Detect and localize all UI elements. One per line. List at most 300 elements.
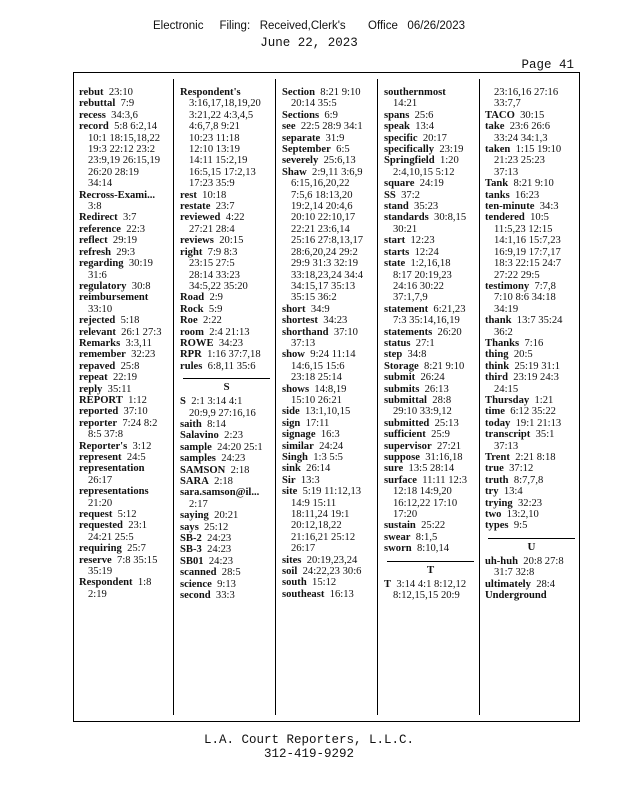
- index-refs: 8:7,7,8: [513, 474, 544, 486]
- index-entry: [180, 453, 273, 464]
- index-refs: 7:24 8:2: [122, 417, 158, 429]
- index-word: representations: [79, 486, 149, 498]
- index-refs: 1:21: [534, 394, 554, 406]
- index-word: Underground: [485, 590, 547, 602]
- index-entry: [180, 567, 273, 578]
- index-refs: 22:5 28:9 34:1: [300, 121, 363, 133]
- index-entry: [485, 144, 578, 155]
- index-refs: 23:19 24:3: [513, 372, 559, 384]
- index-word: standards: [384, 212, 429, 224]
- index-entry: [485, 509, 578, 520]
- index-entry: [384, 247, 477, 258]
- index-refs: 13:7 35:24: [516, 315, 563, 327]
- index-refs: 11:11 12:3: [422, 474, 468, 486]
- index-entry: [180, 315, 273, 326]
- index-entry: [282, 304, 375, 315]
- section-letter: T: [387, 561, 474, 576]
- index-refs: 31:9: [325, 132, 345, 144]
- index-refs: 13:3: [300, 474, 320, 486]
- index-entry: [79, 463, 172, 474]
- index-entry: [79, 247, 172, 258]
- index-entry: [384, 463, 477, 474]
- index-entry: [485, 338, 578, 349]
- index-column-4: [384, 87, 477, 601]
- index-entry: [384, 155, 477, 166]
- index-refs: 32:23: [517, 497, 543, 509]
- index-entry: [384, 520, 477, 531]
- index-refs: 16:13: [329, 588, 354, 600]
- index-word: shows: [282, 383, 310, 395]
- index-refs: 20:17: [422, 132, 447, 144]
- index-refs: 34:23: [218, 337, 243, 349]
- index-entry: [485, 178, 578, 189]
- index-refs-continued: 21:20: [88, 497, 113, 509]
- index-entry: [79, 452, 172, 463]
- index-entry: [384, 452, 477, 463]
- index-entry: [180, 201, 273, 212]
- index-column-3: [282, 87, 375, 600]
- index-refs: 34:23: [323, 315, 348, 327]
- index-word: T: [384, 578, 392, 590]
- index-entry: [485, 349, 578, 360]
- index-refs: 6:21,23: [433, 303, 466, 315]
- index-entry: [485, 315, 578, 326]
- index-word: room: [180, 326, 204, 338]
- index-entry: [384, 372, 477, 383]
- column-divider: [479, 79, 480, 715]
- index-word: sustain: [384, 520, 416, 532]
- index-refs: 25:9: [431, 429, 450, 441]
- index-word: rejected: [79, 315, 116, 327]
- index-refs-continued: 15:10 26:21: [291, 394, 342, 406]
- index-entry: [282, 566, 375, 577]
- index-word: Remarks: [79, 337, 121, 349]
- index-refs-continued: 3:16,17,18,19,20: [189, 98, 261, 110]
- index-entry: [485, 486, 578, 497]
- index-refs-continued: 7:5,6 18:13,20: [291, 189, 353, 201]
- index-refs: 2:18: [230, 464, 250, 476]
- index-entry: [282, 144, 375, 155]
- index-word: spans: [384, 109, 410, 121]
- index-refs: 12:23: [410, 235, 435, 247]
- index-refs-continued: 37:13: [494, 166, 519, 178]
- index-word: transcript: [485, 429, 531, 441]
- index-entry: [180, 430, 273, 441]
- index-entry: [180, 533, 273, 544]
- index-entry: [384, 258, 477, 269]
- index-refs-continued: 16:5,15 17:2,13: [189, 166, 256, 178]
- index-word: soil: [282, 566, 298, 578]
- index-word: reference: [79, 223, 121, 235]
- index-word: submittal: [384, 394, 427, 406]
- index-entry: [485, 579, 578, 590]
- index-refs-continued: 11:5,23 12:15: [494, 223, 553, 235]
- index-word: Reporter's: [79, 440, 128, 452]
- index-word: think: [485, 360, 510, 372]
- index-word: sample: [180, 441, 212, 453]
- index-word: status: [384, 337, 411, 349]
- index-entry: [485, 361, 578, 372]
- index-entry: [282, 452, 375, 463]
- index-refs: 34:9: [310, 303, 330, 315]
- index-refs-continued: 34:14: [88, 178, 113, 190]
- index-entry: [485, 590, 578, 601]
- index-entry: [79, 486, 172, 497]
- index-entry: [79, 338, 172, 349]
- index-refs-continued: 12:10 13:19: [189, 144, 240, 156]
- index-word: right: [180, 246, 203, 258]
- index-refs: 25:12: [204, 521, 229, 533]
- index-word: saying: [180, 510, 209, 522]
- index-word: try: [485, 486, 499, 498]
- index-refs: 22:19: [112, 372, 138, 384]
- index-word: Road: [180, 292, 205, 304]
- index-refs-continued: 21:23 25:23: [494, 155, 545, 167]
- index-entry: [180, 361, 273, 372]
- index-entry: [384, 304, 477, 315]
- index-entry: [282, 384, 375, 395]
- index-word: requested: [79, 520, 123, 532]
- index-refs-continued: 26:17: [291, 543, 316, 555]
- index-entry: [485, 556, 578, 567]
- index-refs-continued: 10:23 11:18: [189, 132, 240, 144]
- index-refs: 5:18: [120, 315, 140, 327]
- index-entry: [485, 520, 578, 531]
- index-entry: [79, 224, 172, 235]
- index-word: sure: [384, 463, 404, 475]
- index-refs-continued: 8:5 37:8: [88, 429, 124, 441]
- index-word: statement: [384, 303, 429, 315]
- index-entry: [282, 406, 375, 417]
- filing-stamp: Electronic Filing: Received,Clerk's Office 06/26/2023: [153, 20, 465, 32]
- index-entry: [384, 418, 477, 429]
- index-refs: 20:19,23,24: [306, 554, 358, 566]
- index-entry: [180, 419, 273, 430]
- index-word: south: [282, 577, 307, 589]
- index-word: SB-3: [180, 544, 202, 556]
- index-refs: 25:19 31:1: [514, 360, 561, 372]
- index-refs-continued: 8:17 20:19,23: [393, 269, 452, 281]
- index-column-1: [79, 87, 172, 600]
- index-word: represent: [79, 452, 122, 463]
- index-word: surface: [384, 474, 417, 486]
- index-refs-continued: 2:17: [189, 498, 208, 510]
- index-refs-continued: 33:24 34:1,3: [494, 132, 548, 144]
- index-refs: 2:1 3:14 4:1: [191, 396, 243, 408]
- index-refs: 2:9,11 3:6,9: [312, 166, 363, 178]
- index-word: thing: [485, 349, 509, 361]
- index-entry: [79, 235, 172, 246]
- page-number: Page 41: [521, 58, 574, 72]
- index-word: stand: [384, 201, 409, 213]
- index-word: reviewed: [180, 212, 221, 224]
- index-entry: [79, 292, 172, 303]
- index-entry: [180, 190, 273, 201]
- index-refs-continued: 17:20: [393, 509, 418, 521]
- index-entry: [384, 338, 477, 349]
- index-entry: [282, 133, 375, 144]
- index-word: saith: [180, 418, 202, 430]
- index-refs: 37:2: [401, 189, 420, 201]
- index-refs: 37:10: [333, 326, 358, 338]
- index-word: trying: [485, 497, 513, 509]
- index-entry: [282, 555, 375, 566]
- index-refs: 24:23: [221, 453, 246, 465]
- index-word: short: [282, 303, 306, 315]
- index-refs-continued: 12:18 14:9,20: [393, 486, 452, 498]
- index-entry: [79, 372, 172, 383]
- index-refs: 8:21 9:10: [424, 360, 465, 372]
- index-refs: 24:24: [319, 440, 344, 452]
- index-refs: 8:21 9:10: [320, 87, 361, 98]
- index-refs-continued: 33:7,7: [494, 98, 521, 110]
- index-refs: 20:15: [219, 235, 244, 247]
- index-refs-continued: 26:17: [88, 474, 113, 486]
- index-refs-continued: 20:9,9 27:16,16: [189, 407, 256, 419]
- index-entry: [282, 418, 375, 429]
- index-word: second: [180, 590, 211, 602]
- index-entry: [79, 384, 172, 395]
- index-entry: [79, 349, 172, 360]
- index-word: SARA: [180, 476, 209, 487]
- index-word: separate: [282, 132, 321, 144]
- index-word: side: [282, 406, 300, 418]
- index-refs-continued: 24:15: [494, 383, 519, 395]
- index-refs: 3:12: [132, 440, 152, 452]
- index-entry: [384, 87, 477, 98]
- index-entry: [485, 395, 578, 406]
- index-refs: 2:23: [224, 430, 243, 442]
- index-refs: 6:5: [336, 144, 350, 156]
- index-entry: [282, 577, 375, 588]
- index-refs: 28:5: [221, 567, 241, 579]
- index-entry: [384, 133, 477, 144]
- index-word: shortest: [282, 315, 318, 327]
- index-word: rebuttal: [79, 98, 116, 110]
- index-entry: [384, 384, 477, 395]
- index-refs-continued: 33:18,23,24 34:4: [291, 269, 364, 281]
- index-word: start: [384, 235, 406, 247]
- index-word: reported: [79, 406, 119, 418]
- index-refs: 15:12: [312, 577, 337, 589]
- index-entry: [485, 190, 578, 201]
- index-word: suppose: [384, 452, 420, 463]
- index-refs-continued: 4:6,7,8 9:21: [189, 121, 240, 133]
- index-refs-continued: 23:16,16 27:16: [494, 87, 559, 98]
- index-entry: [79, 520, 172, 531]
- index-refs: 25:6,13: [323, 155, 356, 167]
- index-refs: 19:1 21:13: [515, 417, 562, 429]
- index-word: refresh: [79, 246, 111, 258]
- index-refs-continued: 20:14 35:5: [291, 98, 337, 110]
- index-entry: [485, 201, 578, 212]
- index-refs-continued: 17:23 35:9: [189, 178, 235, 190]
- index-refs: 34:8: [407, 349, 427, 361]
- index-refs: 2:21 8:18: [515, 452, 556, 463]
- index-word: tendered: [485, 212, 525, 224]
- index-word: SB-2: [180, 533, 202, 545]
- index-refs: 29:19: [112, 235, 138, 247]
- index-entry: [79, 315, 172, 326]
- index-entry: [180, 349, 273, 360]
- index-refs: 8:1,5: [415, 531, 438, 543]
- index-entry: [180, 510, 273, 521]
- index-word: sworn: [384, 543, 412, 555]
- index-refs: 17:11: [305, 417, 330, 429]
- index-refs: 28:8: [432, 394, 452, 406]
- index-entry: [180, 87, 273, 98]
- index-refs-continued: 37:13: [291, 337, 316, 349]
- index-refs: 30:19: [128, 258, 153, 270]
- index-refs: 23:7: [215, 201, 235, 213]
- index-word: tanks: [485, 189, 510, 201]
- index-word: RPR: [180, 349, 202, 361]
- index-entry: [79, 543, 172, 554]
- index-word: ultimately: [485, 578, 531, 590]
- index-refs: 27:1: [415, 337, 435, 349]
- index-refs: 25:22: [421, 520, 446, 532]
- index-refs-continued: 3:8: [88, 201, 102, 213]
- index-refs: 2:18: [214, 476, 233, 487]
- index-refs: 1:3 5:5: [313, 452, 343, 463]
- index-word: today: [485, 417, 511, 429]
- index-entry: [282, 167, 375, 178]
- index-refs: 26:1 27:3: [121, 326, 162, 338]
- index-refs-continued: 35:15 36:2: [291, 292, 337, 304]
- index-entry: [384, 327, 477, 338]
- index-refs-continued: 19:3 22:12 23:2: [88, 144, 156, 156]
- index-refs-continued: 21:16,21 25:12: [291, 531, 356, 543]
- index-entry: [282, 463, 375, 474]
- index-entry: [282, 486, 375, 497]
- index-entry: [485, 212, 578, 223]
- index-refs: 26:24: [420, 372, 445, 384]
- index-word: Tank: [485, 178, 509, 190]
- index-word: specifically: [384, 144, 435, 156]
- index-word: scanned: [180, 567, 217, 579]
- index-refs-continued: 28:14 33:23: [189, 269, 240, 281]
- index-word: testimony: [485, 280, 530, 292]
- index-word: reserve: [79, 554, 112, 566]
- index-refs: 29:3: [116, 246, 136, 258]
- index-entry: [79, 110, 172, 121]
- index-refs: 28:4: [536, 578, 556, 590]
- index-refs-continued: 14:21: [393, 98, 418, 110]
- index-entry: [384, 121, 477, 132]
- index-entry: [485, 463, 578, 474]
- index-refs: 24:20 25:1: [217, 441, 263, 453]
- index-refs: 2:4 21:13: [209, 326, 250, 338]
- index-column-5: [485, 87, 578, 601]
- index-word: square: [384, 178, 415, 190]
- index-refs: 20:5: [513, 349, 533, 361]
- index-entry: [282, 475, 375, 486]
- index-refs: 16:23: [515, 189, 540, 201]
- index-word: state: [384, 258, 406, 270]
- index-word: sign: [282, 417, 301, 429]
- index-word: Thanks: [485, 337, 520, 349]
- index-refs-continued: 10:1 18:15,18,22: [88, 132, 161, 144]
- index-word: S: [180, 396, 186, 408]
- index-word: rest: [180, 189, 197, 201]
- index-refs: 7:8 35:15: [117, 554, 158, 566]
- index-refs-continued: 36:2: [494, 326, 513, 338]
- index-refs-continued: 3:21,22 4:3,4,5: [189, 109, 254, 121]
- index-word: starts: [384, 246, 410, 258]
- index-refs: 25:8: [120, 360, 140, 372]
- index-word: take: [485, 121, 505, 133]
- index-word: southeast: [282, 588, 325, 600]
- index-entry: [79, 577, 172, 588]
- index-word: Recross-Exami...: [79, 189, 156, 201]
- index-entry: [282, 87, 375, 98]
- index-entry: [180, 487, 273, 498]
- index-word: Rock: [180, 303, 204, 315]
- index-refs: 34:3,6: [111, 109, 138, 121]
- index-entry: [79, 98, 172, 109]
- index-word: record: [79, 121, 109, 133]
- index-word: types: [485, 520, 509, 532]
- index-refs: 24:23: [207, 544, 232, 556]
- index-refs: 1:20: [439, 155, 459, 167]
- index-word: submit: [384, 372, 416, 384]
- index-refs-continued: 29:10 33:9,12: [393, 406, 452, 418]
- index-refs: 20:8 27:8: [523, 555, 564, 567]
- index-entry: [79, 509, 172, 520]
- index-refs: 23:1: [128, 520, 148, 532]
- section-letter: S: [183, 378, 270, 393]
- index-word: thank: [485, 315, 512, 327]
- index-refs-continued: 16:9,19 17:7,17: [494, 246, 561, 258]
- index-refs: 24:23: [207, 533, 232, 545]
- index-refs: 26:14: [306, 463, 331, 475]
- index-word: regulatory: [79, 280, 127, 292]
- index-column-2: [180, 87, 273, 601]
- index-word: site: [282, 486, 298, 498]
- index-refs-continued: 29:9 31:3 32:19: [291, 258, 359, 270]
- index-entry: [180, 465, 273, 476]
- index-entry: [384, 543, 477, 554]
- index-word: Storage: [384, 360, 419, 372]
- index-refs: 27:21: [436, 440, 462, 452]
- index-refs: 35:23: [414, 201, 439, 213]
- index-word: submits: [384, 383, 420, 395]
- index-refs: 8:21 9:10: [513, 178, 554, 190]
- index-refs-continued: 23:9,19 26:15,19: [88, 155, 161, 167]
- index-word: swear: [384, 531, 411, 543]
- index-word: request: [79, 509, 113, 521]
- index-refs-continued: 31:6: [88, 269, 107, 281]
- index-refs-continued: 26:20 28:19: [88, 166, 139, 178]
- index-refs-continued: 33:10: [88, 303, 113, 315]
- index-entry: [180, 338, 273, 349]
- index-refs: 1:15 19:10: [515, 144, 562, 156]
- index-refs: 37:10: [123, 406, 148, 418]
- index-word: reviews: [180, 235, 214, 247]
- index-refs-continued: 24:16 30:22: [393, 280, 444, 292]
- index-word: Singh: [282, 452, 308, 463]
- index-entry: [282, 349, 375, 360]
- index-refs: 35:1: [535, 429, 555, 441]
- index-entry: [384, 235, 477, 246]
- index-word: speak: [384, 121, 410, 133]
- index-entry: [384, 349, 477, 360]
- index-entry: [282, 155, 375, 166]
- index-entry: [384, 178, 477, 189]
- index-word: Respondent's: [180, 87, 241, 98]
- index-refs: 30:8,15: [434, 212, 467, 224]
- index-entry: [79, 212, 172, 223]
